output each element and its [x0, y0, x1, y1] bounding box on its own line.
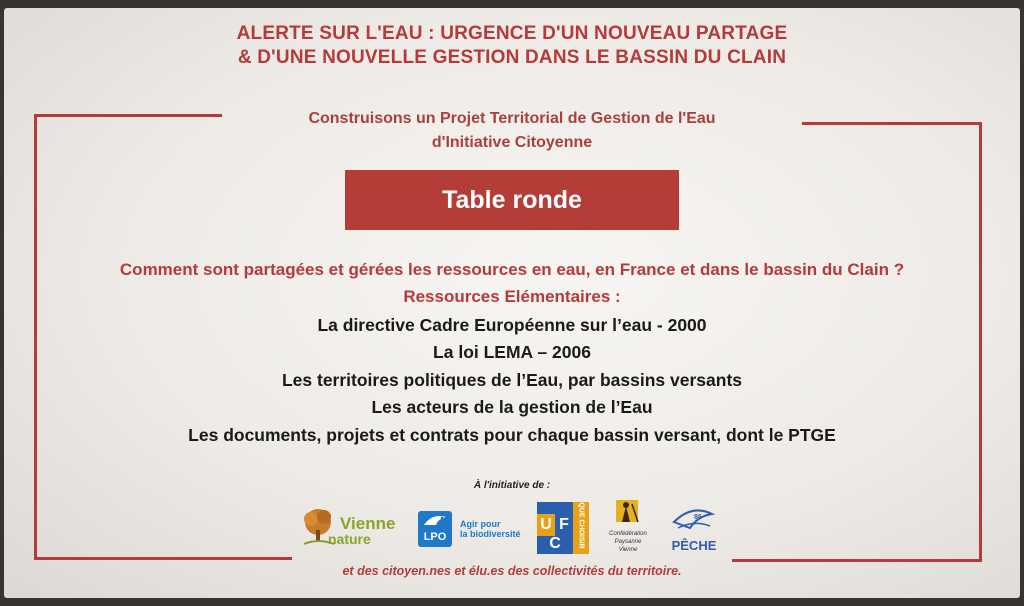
resource-item: Les documents, projets et contrats pour chaque bassin versant, dont le PTGE [188, 425, 836, 445]
peche-label: PÊCHE [671, 538, 717, 553]
resource-item: Les territoires politiques de l’Eau, par bassins versants [281, 370, 743, 390]
confederation-line3: Vienne [618, 547, 638, 553]
initiative-label: À l'initiative de : [473, 480, 551, 491]
resource-item: La directive Cadre Européenne sur l’eau - 2000 [317, 315, 707, 335]
title-line-1: ALERTE SUR L'EAU : URGENCE D'UN NOUVEAU PARTAGE [236, 23, 788, 44]
resource-item: Les acteurs de la gestion de l’Eau [371, 397, 653, 417]
lpo-tagline-1: Agir pour [460, 519, 501, 529]
peche-badge: 86 [694, 514, 702, 521]
footer-text: et des citoyen.nes et élu.es des collectivités du territoire. [342, 564, 682, 578]
ufc-side-text: QUE CHOISIR [577, 502, 585, 549]
table-ronde-banner: Table ronde [345, 170, 679, 230]
lpo-logo [418, 511, 530, 553]
ufc-letter-f: F [559, 516, 569, 533]
title-line-2: & D'UNE NOUVELLE GESTION DANS LE BASSIN DU CLAIN [237, 47, 787, 68]
confederation-paysanne-logo [602, 498, 654, 558]
slide [4, 8, 1020, 598]
vienne-nature-line1: Vienne [340, 514, 396, 533]
lpo-badge-text: LPO [423, 531, 447, 543]
lpo-tagline-2: la biodiversité [460, 529, 521, 539]
farmer-icon [602, 498, 654, 530]
bird-icon [418, 511, 452, 531]
ufc-que-choisir-logo [537, 502, 589, 554]
vienne-nature-logo [300, 502, 412, 552]
main-question: Comment sont partagées et gérées les ressources en eau, en France et dans le bassin du Clain ? [119, 260, 905, 279]
lpo-badge [418, 511, 452, 547]
resources-heading: Ressources Elémentaires : [403, 287, 621, 306]
confederation-line2: Paysanne [614, 539, 642, 545]
subtitle-line-2: d'Initiative Citoyenne [431, 134, 593, 151]
confederation-line1: Confédération [609, 531, 647, 537]
ufc-letter-c: C [549, 535, 561, 552]
ufc-letter-u: U [537, 514, 555, 536]
ufc-side-block [573, 502, 589, 554]
vienne-nature-line2: nature [328, 531, 371, 547]
subtitle-line-1: Construisons un Projet Territorial de Gestion de l'Eau [308, 110, 716, 127]
peche-logo [664, 500, 724, 558]
frame-left [34, 114, 37, 560]
frame-bottom-left [34, 557, 292, 560]
resource-item: La loi LEMA – 2006 [433, 342, 591, 362]
frame-bottom-right [732, 559, 982, 562]
